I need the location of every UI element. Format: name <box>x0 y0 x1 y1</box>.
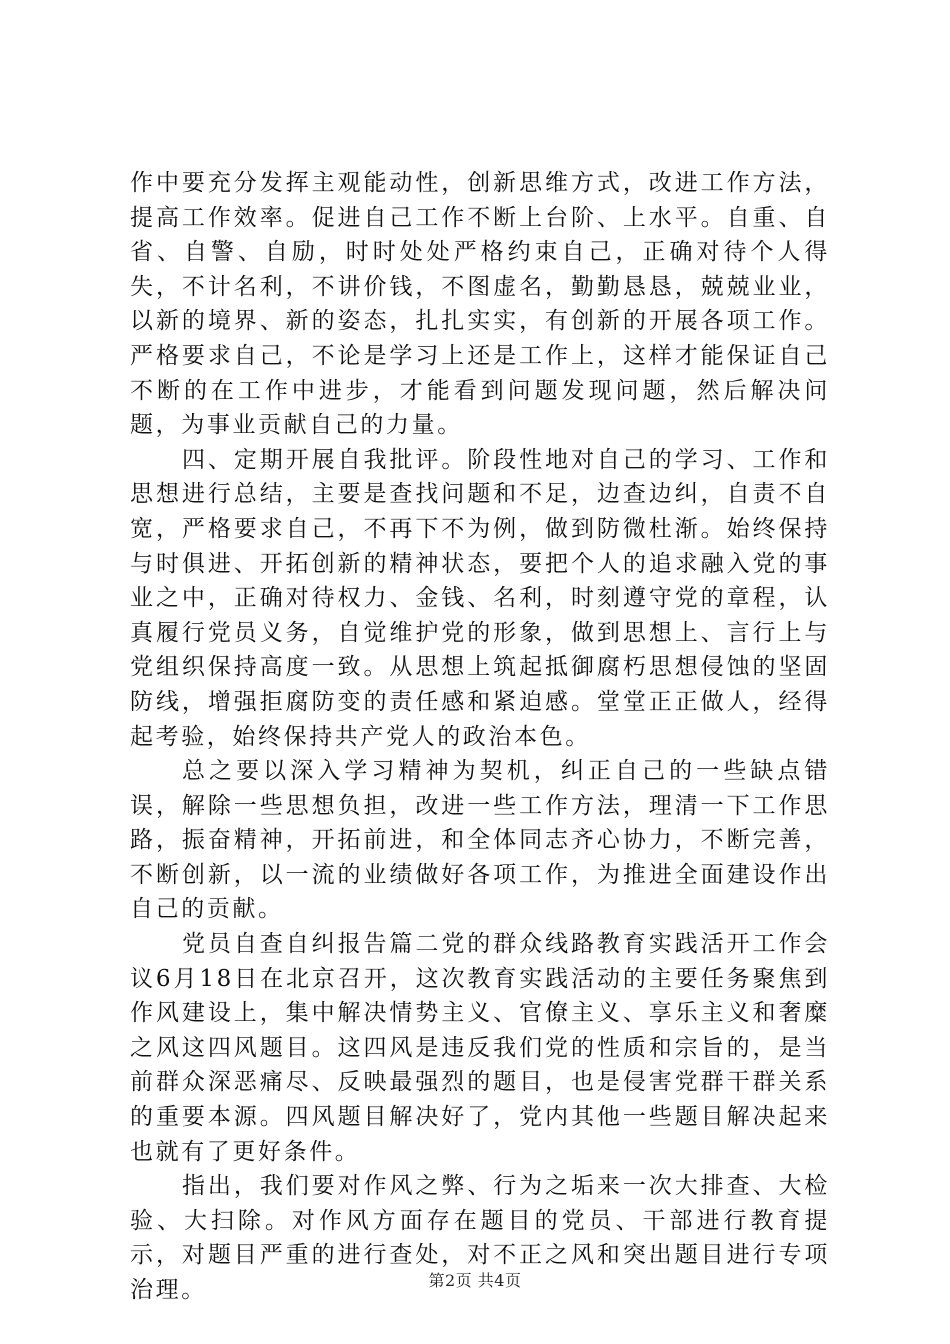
paragraph-3: 总之要以深入学习精神为契机，纠正自己的一些缺点错误，解除一些思想负担，改进一些工作方法，理清一下工作思路，振奋精神，开拓前进，和全体同志齐心协力，不断完善，不断创新，以一流的业绩做好各项工作，为推进全面建设作出自己的贡献。 <box>130 758 830 923</box>
paragraph-5: 指出，我们要对作风之弊、行为之垢来一次大排查、大检验、大扫除。对作风方面存在题目的党员、干部进行教育提示，对题目严重的进行查处，对不正之风和突出题目进行专项治理。 <box>130 1173 830 1303</box>
paragraph-1: 作中要充分发挥主观能动性，创新思维方式，改进工作方法，提高工作效率。促进自己工作不断上台阶、上水平。自重、自省、自警、自励，时时处处严格约束自己，正确对待个人得失，不计名利，不讲价钱，不图虚名，勤勤恳恳，兢兢业业，以新的境界、新的姿态，扎扎实实，有创新的开展各项工作。严格要求自己，不论是学习上还是工作上，这样才能保证自己不断的在工作中进步，才能看到问题发现问题，然后解决问题，为事业贡献自己的力量。 <box>130 170 830 439</box>
document-body <box>130 166 830 1308</box>
paragraph-4: 党员自查自纠报告篇二党的群众线路教育实践活开工作会议6月18日在北京召开，这次教育实践活动的主要任务聚焦到作风建设上，集中解决情势主义、官僚主义、享乐主义和奢糜之风这四风题目。这四风是违反我们党的性质和宗旨的，是当前群众深恶痛尽、反映最强烈的题目，也是侵害党群干群关系的重要本源。四风题目解决好了，党内其他一些题目解决起来也就有了更好条件。 <box>130 931 830 1165</box>
paragraph-2: 四、定期开展自我批评。阶段性地对自己的学习、工作和思想进行总结，主要是查找问题和不足，边查边纠，自责不自宽，严格要求自己，不再下不为例，做到防微杜渐。始终保持与时俱进、开拓创新的精神状态，要把个人的追求融入党的事业之中，正确对待权力、金钱、名利，时刻遵守党的章程，认真履行党员义务，自觉维护党的形象，做到思想上、言行上与党组织保持高度一致。从思想上筑起抵御腐朽思想侵蚀的坚固防线，增强拒腐防变的责任感和紧迫感。堂堂正正做人，经得起考验，始终保持共产党人的政治本色。 <box>130 446 830 750</box>
page-number-footer: 第2页 共4页 <box>428 1271 522 1290</box>
